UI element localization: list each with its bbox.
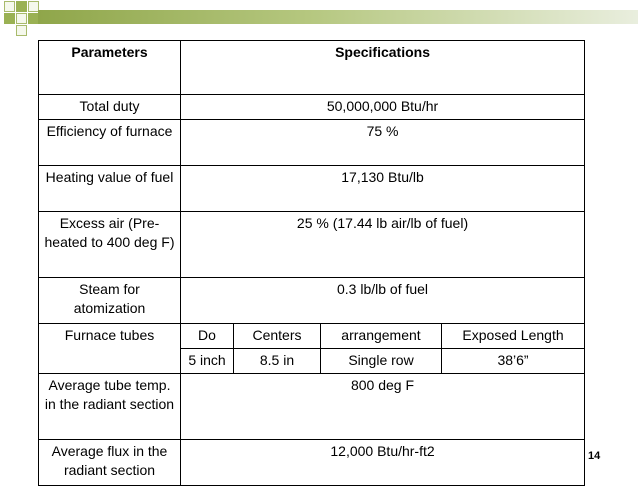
table-row <box>39 166 585 212</box>
specifications-table <box>38 40 585 486</box>
param-label: Heating value of fuel <box>39 166 181 212</box>
header-bar <box>38 10 638 24</box>
param-label: Excess air (Pre-heated to 400 deg F) <box>39 212 181 278</box>
page-number: 14 <box>588 450 601 462</box>
table-row <box>39 278 585 324</box>
tube-value-centers: 8.5 in <box>234 349 321 374</box>
tube-value-exposed-length: 38’6” <box>442 349 585 374</box>
tube-subheader-exposed-length: Exposed Length <box>442 324 585 349</box>
spec-value: 0.3 lb/lb of fuel <box>181 278 585 324</box>
spec-value: 75 % <box>181 120 585 166</box>
table-row <box>39 120 585 166</box>
decor-square <box>16 13 27 24</box>
header-decoration <box>0 0 638 40</box>
spec-value: 17,130 Btu/lb <box>181 166 585 212</box>
param-label: Average flux in the radiant section <box>39 440 181 486</box>
tube-subheader-do: Do <box>181 324 234 349</box>
param-label: Steam for atomization <box>39 278 181 324</box>
param-label: Furnace tubes <box>39 324 181 374</box>
param-label: Efficiency of furnace <box>39 120 181 166</box>
tube-value-arrangement: Single row <box>321 349 442 374</box>
decor-square <box>16 1 27 12</box>
param-label: Total duty <box>39 95 181 120</box>
table-row <box>39 324 585 349</box>
spec-value: 12,000 Btu/hr-ft2 <box>181 440 585 486</box>
spec-value: 800 deg F <box>181 374 585 440</box>
tube-subheader-centers: Centers <box>234 324 321 349</box>
table-header-row <box>39 41 585 95</box>
header-specifications: Specifications <box>181 41 585 95</box>
table-row <box>39 374 585 440</box>
header-parameters: Parameters <box>39 41 181 95</box>
spec-value: 25 % (17.44 lb air/lb of fuel) <box>181 212 585 278</box>
decor-square <box>4 13 15 24</box>
decor-square <box>16 25 27 36</box>
table-row <box>39 212 585 278</box>
decor-square <box>4 1 15 12</box>
param-label: Average tube temp. in the radiant section <box>39 374 181 440</box>
table-row <box>39 95 585 120</box>
tube-subheader-arrangement: arrangement <box>321 324 442 349</box>
table-row <box>39 440 585 486</box>
tube-value-do: 5 inch <box>181 349 234 374</box>
spec-value: 50,000,000 Btu/hr <box>181 95 585 120</box>
